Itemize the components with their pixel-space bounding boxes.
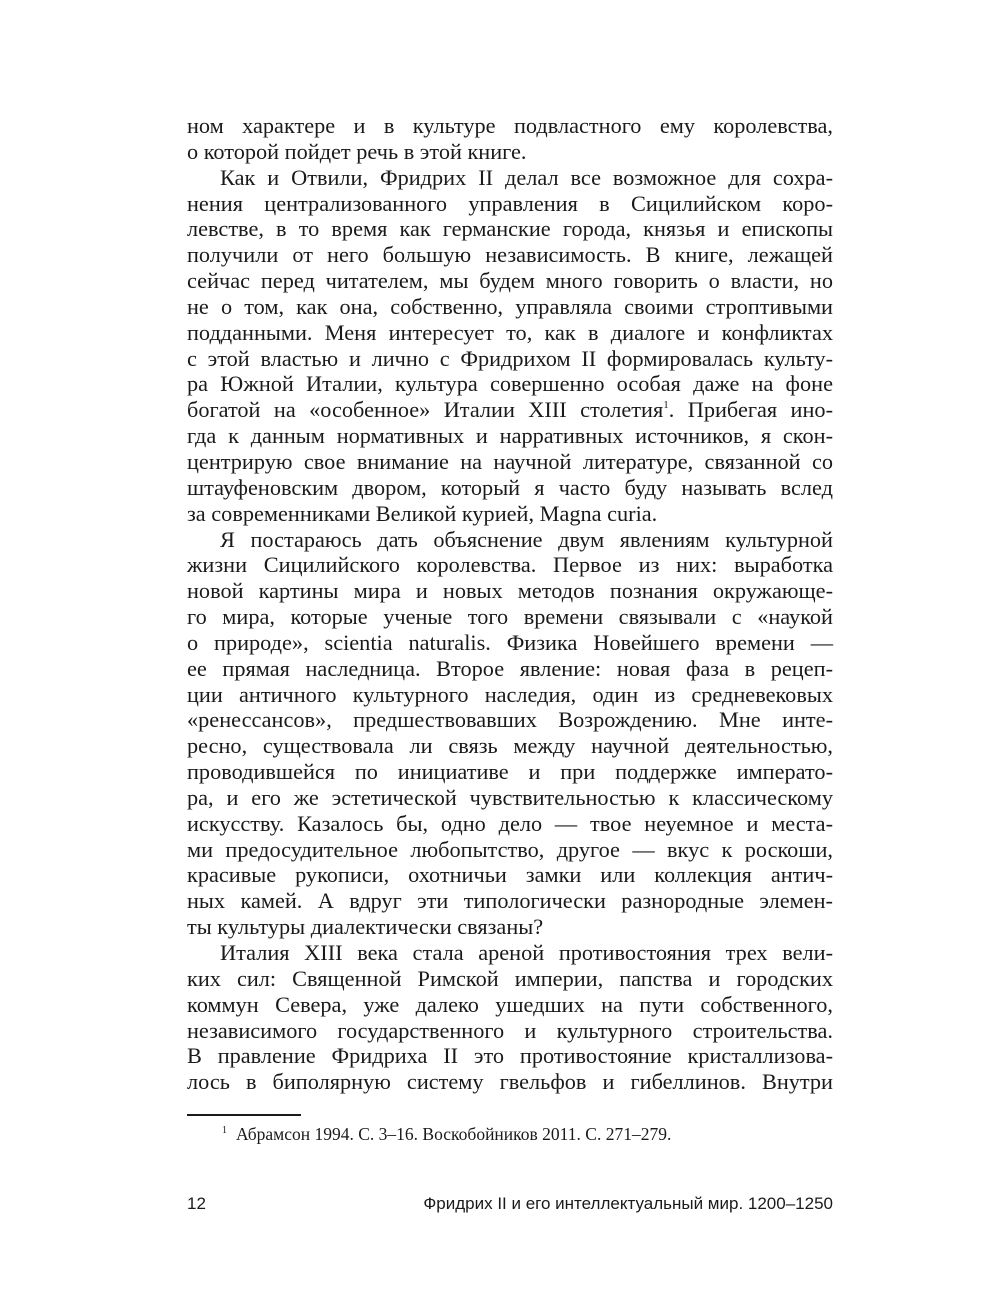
page-number: 12 <box>187 1194 206 1213</box>
text-line: коммун Севера, уже далеко ушедших на пути собственного, <box>187 991 833 1017</box>
text-line: В правление Фридриха II это противостояние кристаллизова- <box>187 1043 833 1069</box>
text-line: го мира, которые ученые того времени связывали с «наукой <box>187 604 833 630</box>
text-line: центрирую свое внимание на научной литературе, связанной со <box>187 448 833 474</box>
text-line: Я постараюсь дать объяснение двум явлениям культурной <box>220 526 833 552</box>
text-line: независимого государственного и культурного строительства. <box>187 1017 833 1043</box>
footnote <box>222 1124 671 1145</box>
footnote-reference[interactable]: 1 <box>663 399 669 412</box>
text-line: ции античного культурного наследия, один из средневековых <box>187 681 833 707</box>
text-line: не о том, как она, собственно, управляла своими строптивыми <box>187 293 833 319</box>
text-line: нения централизованного управления в Сицилийском коро- <box>187 190 833 216</box>
text-line: ра, и его же эстетической чувствительностью к классическому <box>187 784 833 810</box>
text-line: за современниками Великой курией, Magna curia. <box>187 500 658 526</box>
main-text <box>187 113 833 1095</box>
text-line: ких сил: Священной Римской империи, папства и городских <box>187 965 833 991</box>
text-line: Италия XIII века стала ареной противостояния трех вели- <box>220 940 833 965</box>
text-line: ее прямая наследница. Второе явление: новая фаза в рецеп- <box>187 655 833 681</box>
paragraph <box>187 165 833 527</box>
text-line: ра Южной Италии, культура совершенно особая даже на фоне <box>187 371 833 397</box>
text-line: подданными. Меня интересует то, как в диалоге и конфликтах <box>187 319 833 345</box>
text-line: ресно, существовала ли связь между научной деятельностью, <box>187 733 833 759</box>
text-line: ном характере и в культуре подвластного ему королевства, <box>187 113 833 138</box>
text-line: ты культуры диалектически связаны? <box>187 914 544 940</box>
text-line: о природе», scientia naturalis. Физика Новейшего времени — <box>187 629 833 655</box>
text-line: Как и Отвили, Фридрих II делал все возможное для сохра- <box>220 164 833 190</box>
footnote-separator <box>187 1114 301 1116</box>
text-line: проводившейся по инициативе и при поддержке императо- <box>187 759 833 785</box>
paragraph <box>187 113 833 165</box>
text-line: ных камей. А вдруг эти типологически разнородные элемен- <box>187 888 833 914</box>
text-segment: . Прибегая ино- <box>668 397 833 423</box>
footnote-marker: 1 <box>222 1125 227 1136</box>
text-line: сейчас перед читателем, мы будем много говорить о власти, но <box>187 268 833 294</box>
page-footer <box>187 1194 833 1214</box>
text-line: лось в биполярную систему гвельфов и гибеллинов. Внутри <box>187 1069 833 1095</box>
text-line: жизни Сицилийского королевства. Первое из них: выработка <box>187 552 833 578</box>
paragraph <box>187 527 833 941</box>
text-line: красивые рукописи, охотничьи замки или коллекция антич- <box>187 862 833 888</box>
paragraph <box>187 940 833 1095</box>
footnote-text: Абрамсон 1994. С. 3–16. Воскобойников 2011. С. 271–279. <box>236 1124 672 1144</box>
text-line: «ренессансов», предшествовавших Возрождению. Мне инте- <box>187 707 833 733</box>
running-title: Фридрих II и его интеллектуальный мир. 1200–1250 <box>423 1194 833 1213</box>
text-line: получили от него большую независимость. В книге, лежащей <box>187 242 833 268</box>
text-line: новой картины мира и новых методов познания окружающе- <box>187 578 833 604</box>
text-line: ми предосудительное любопытство, другое — вкус к роскоши, <box>187 836 833 862</box>
text-segment: богатой на «особенное» Италии XIII столетия <box>187 397 664 423</box>
text-line: о которой пойдет речь в этой книге. <box>187 138 527 164</box>
text-line: штауфеновским двором, который я часто буду называть вслед <box>187 474 833 500</box>
text-line: левстве, в то время как германские города, князья и епископы <box>187 216 833 242</box>
text-line <box>187 397 833 423</box>
text-line: гда к данным нормативных и нарративных источников, я скон- <box>187 423 833 449</box>
text-line: с этой властью и лично с Фридрихом II формировалась культу- <box>187 345 833 371</box>
text-line: искусству. Казалось бы, одно дело — твое неуемное и места- <box>187 810 833 836</box>
